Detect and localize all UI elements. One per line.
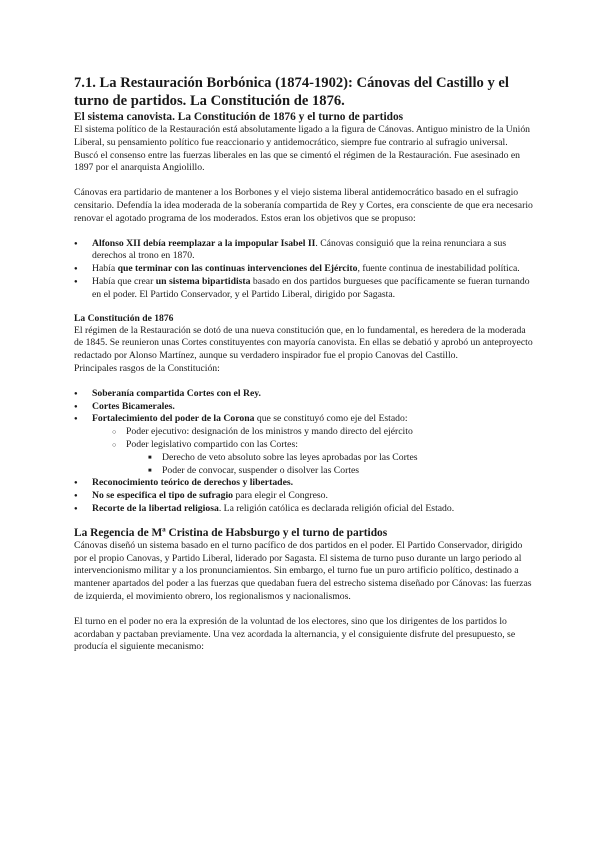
paragraph: El sistema político de la Restauración está absolutamente ligado a la figura de Cánovas. Antiguo ministro de la Unión Liberal, su pensamiento político fue reaccionario y antidemocrático, siempre fue contrario al sufragio universal. Buscó el consenso entre las fuerzas liberales en las que se cimentó el régimen de la Restauración. Fue asesinado en 1897 por el anarquista Angiolillo.	[74, 124, 531, 174]
list-item: ○ Poder ejecutivo: designación de los ministros y mando directo del ejército	[74, 426, 534, 439]
paragraph: El turno en el poder no era la expresión de la voluntad de los electores, sino que los dirigentes de los partidos lo acordaban y pactaban previamente. Una vez acordada la alternancia, y el consiguiente disfrute del presupuesto, se producía el siguiente mecanismo:	[74, 615, 516, 653]
page-title: 7.1. La Restauración Borbónica (1874-1902): Cánovas del Castillo y el turno de partidos. La Constitución de 1876.	[74, 75, 509, 109]
paragraph: Principales rasgos de la Constitución:	[74, 362, 220, 374]
sub-sub-list	[74, 452, 534, 478]
list-item: ● Alfonso XII debía reemplazar a la impopular Isabel II. Cánovas consiguió que la reina renunciara a sus derechos al trono en 1870.	[74, 238, 534, 264]
section-heading-constitucion: La Constitución de 1876	[74, 312, 174, 324]
list-item: ○ Poder legislativo compartido con las Cortes:	[74, 439, 534, 452]
constitution-features-list	[74, 388, 534, 426]
paragraph: Cánovas era partidario de mantener a los Borbones y el viejo sistema liberal antidemocrático basado en el sufragio censitario. Defendía la idea moderada de la soberanía compartida de Rey y Cortes, era consciente de que era necesario renovar el agotado programa de los moderados. Estos eran los objetivos que se propuso:	[74, 187, 533, 224]
constitution-features-list-cont	[74, 477, 534, 515]
paragraph: El régimen de la Restauración se dotó de una nueva constitución que, en lo fundamental, es heredera de la moderada de 1845. Se reunieron unas Cortes constituyentes con mayoría canovista. En ellas se debatió y aprobó un anteproyecto redactado por Alonso Martínez, aunque su verdadero inspirador fue el propio Canovas del Castillo.	[74, 324, 533, 362]
objectives-list	[74, 238, 534, 302]
section-heading-regencia: La Regencia de Mª Cristina de Habsburgo y el turno de partidos	[74, 526, 388, 539]
list-item: ● Había que crear un sistema bipartidista basado en dos partidos burgueses que pacíficamente se fueran turnando en el poder. El Partido Conservador, y el Partido Liberal, dirigido por Sagasta.	[74, 276, 534, 302]
list-item: ● Recorte de la libertad religiosa. La religión católica es declarada religión oficial del Estado.	[74, 503, 534, 516]
paragraph: Cánovas diseñó un sistema basado en el turno pacífico de dos partidos en el poder. El Partido Conservador, dirigido por el propio Canovas, y Partido Liberal, liderado por Sagasta. El sistema de turno puso durante un largo periodo al intervencionismo militar y a los pronunciamientos. Sin embargo, el turno fue un puro artificio político, destinado a mantener apartados del poder a las fuerzas que quedaban fuera del estrecho sistema diseñado por Cánovas: las fuerzas de izquierda, el movimiento obrero, los regionalismos y nacionalismos.	[74, 539, 532, 602]
list-item: ● Había que terminar con las continuas intervenciones del Ejército, fuente continua de inestabilidad política.	[74, 263, 534, 276]
list-item: ● Cortes Bicamerales.	[74, 401, 534, 414]
list-item: ● Reconocimiento teórico de derechos y libertades.	[74, 477, 534, 490]
section-heading-sistema-canovista: El sistema canovista. La Constitución de 1876 y el turno de partidos	[74, 111, 404, 123]
sub-list	[74, 426, 534, 452]
list-item: ● No se especifica el tipo de sufragio para elegir el Congreso.	[74, 490, 534, 503]
list-item: ● Fortalecimiento del poder de la Corona que se constituyó como eje del Estado:	[74, 413, 534, 426]
list-item: ● Soberanía compartida Cortes con el Rey.	[74, 388, 534, 401]
document-page	[74, 74, 534, 654]
list-item: ■ Poder de convocar, suspender o disolver las Cortes	[74, 465, 534, 478]
list-item: ■ Derecho de veto absoluto sobre las leyes aprobadas por las Cortes	[74, 452, 534, 465]
